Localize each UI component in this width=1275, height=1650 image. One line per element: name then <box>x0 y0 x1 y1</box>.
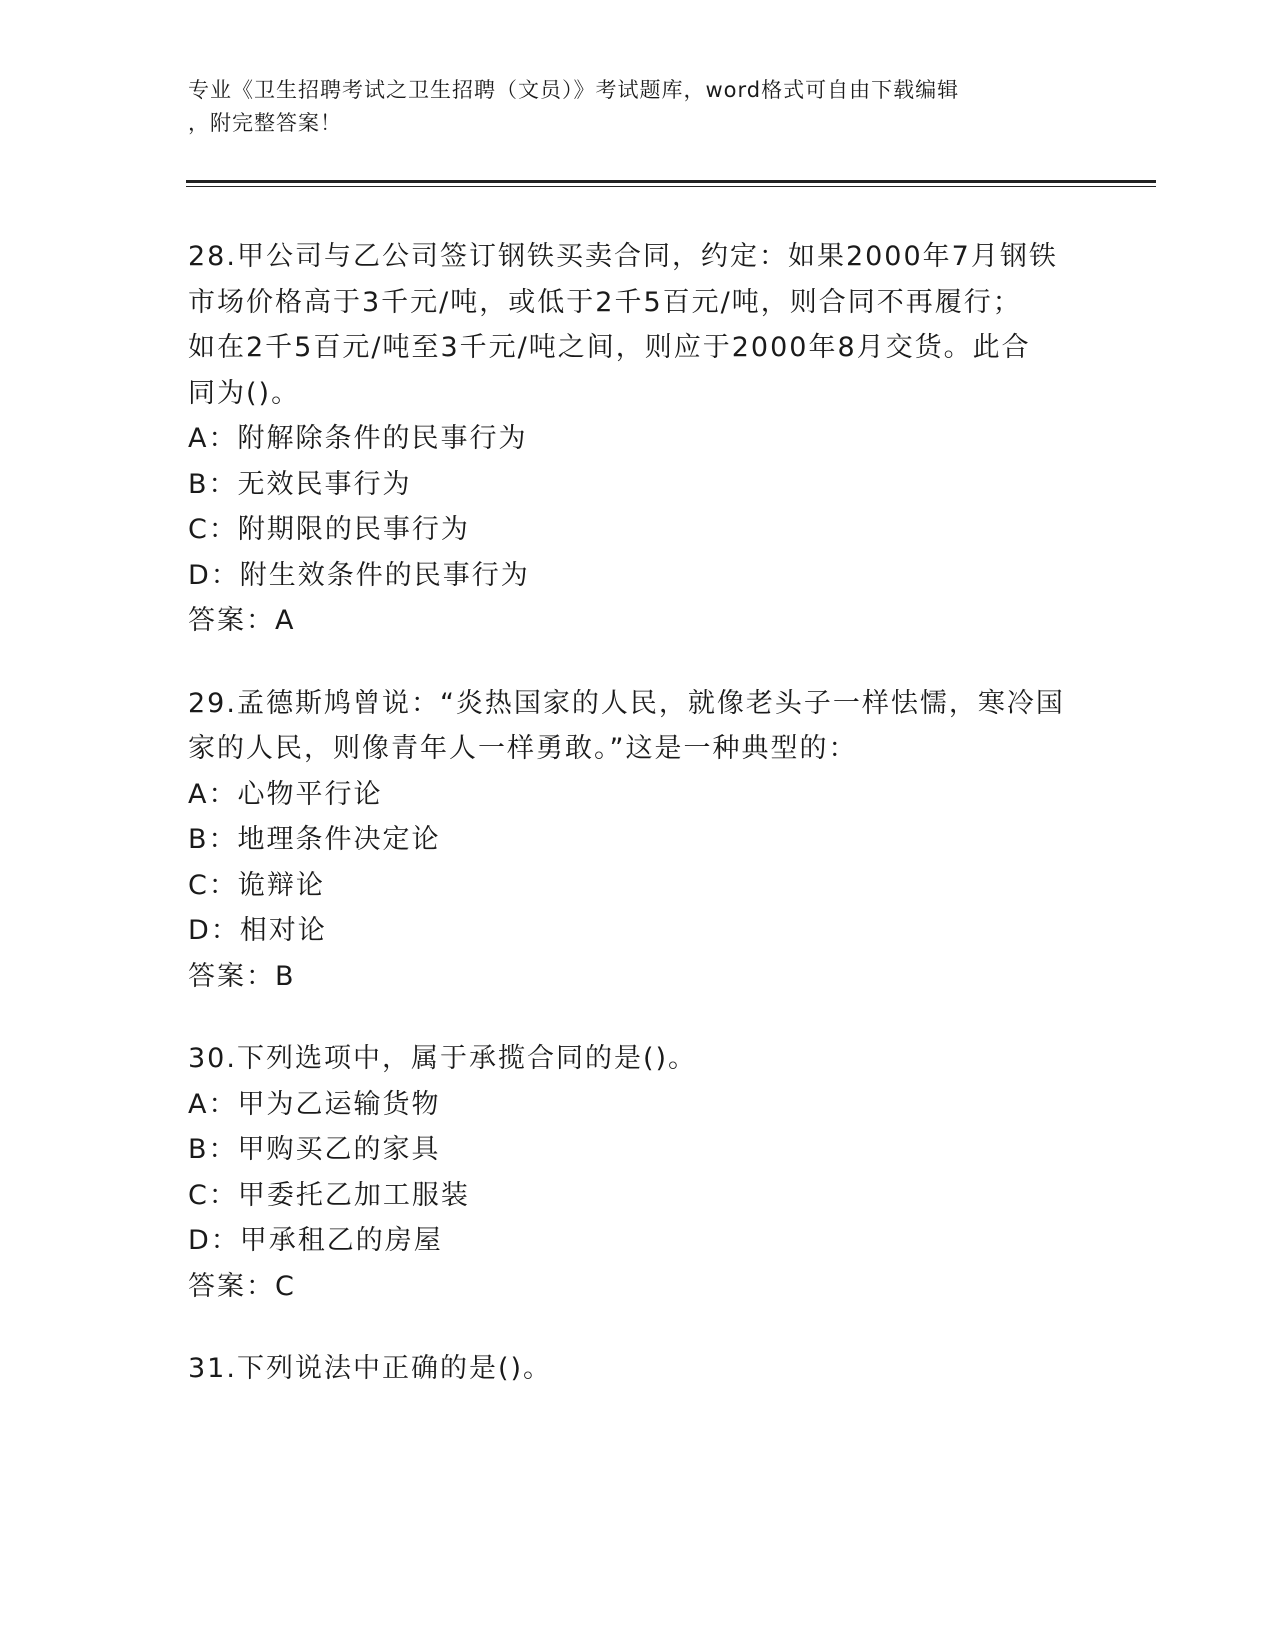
question-text-line: 31.下列说法中正确的是()。 <box>188 1353 553 1384</box>
question-text-line: 市场价格高于3千元/吨，或低于2千5百元/吨，则合同不再履行； <box>188 286 1022 318</box>
question-text-line: 28.甲公司与乙公司签订钢铁买卖合同，约定：如果2000年7月钢铁 <box>188 241 1058 272</box>
option-b: B：无效民事行为 <box>188 468 412 500</box>
question-list <box>188 234 1088 1429</box>
answer-line: 答案：C <box>188 1270 296 1302</box>
option-a: A：附解除条件的民事行为 <box>188 423 528 454</box>
option-d: D：相对论 <box>188 915 327 946</box>
answer-line: 答案：B <box>188 960 296 992</box>
answer-line: 答案：A <box>188 605 296 636</box>
option-a: A：甲为乙运输货物 <box>188 1088 441 1120</box>
option-d: D：附生效条件的民事行为 <box>188 559 530 591</box>
question-31 <box>188 1346 1088 1392</box>
header-divider-thin <box>186 186 1156 187</box>
question-text-line: 同为()。 <box>188 377 301 409</box>
option-a: A：心物平行论 <box>188 778 383 810</box>
header-line-2: ，附完整答案！ <box>188 111 342 135</box>
option-c: C：附期限的民事行为 <box>188 514 470 545</box>
question-text-line: 如在2千5百元/吨至3千元/吨之间，则应于2000年8月交货。此合 <box>188 332 1031 363</box>
question-text-line: 29.孟德斯鸠曾说：“炎热国家的人民，就像老头子一样怯懦，寒冷国 <box>188 687 1065 719</box>
question-29 <box>188 681 1088 1000</box>
question-30 <box>188 1036 1088 1309</box>
question-text-line: 30.下列选项中，属于承揽合同的是()。 <box>188 1043 698 1074</box>
header-line-1: 专业《卫生招聘考试之卫生招聘（文员）》考试题库，word格式可自由下载编辑 <box>188 78 960 102</box>
option-d: D：甲承租乙的房屋 <box>188 1225 443 1256</box>
header-divider-thick <box>186 180 1156 183</box>
option-c: C：诡辩论 <box>188 869 325 901</box>
question-28 <box>188 234 1088 644</box>
option-c: C：甲委托乙加工服装 <box>188 1179 470 1211</box>
option-b: B：地理条件决定论 <box>188 824 441 855</box>
option-b: B：甲购买乙的家具 <box>188 1134 441 1165</box>
document-header <box>188 74 1068 140</box>
question-text-line: 家的人民，则像青年人一样勇敢。”这是一种典型的： <box>188 733 858 764</box>
